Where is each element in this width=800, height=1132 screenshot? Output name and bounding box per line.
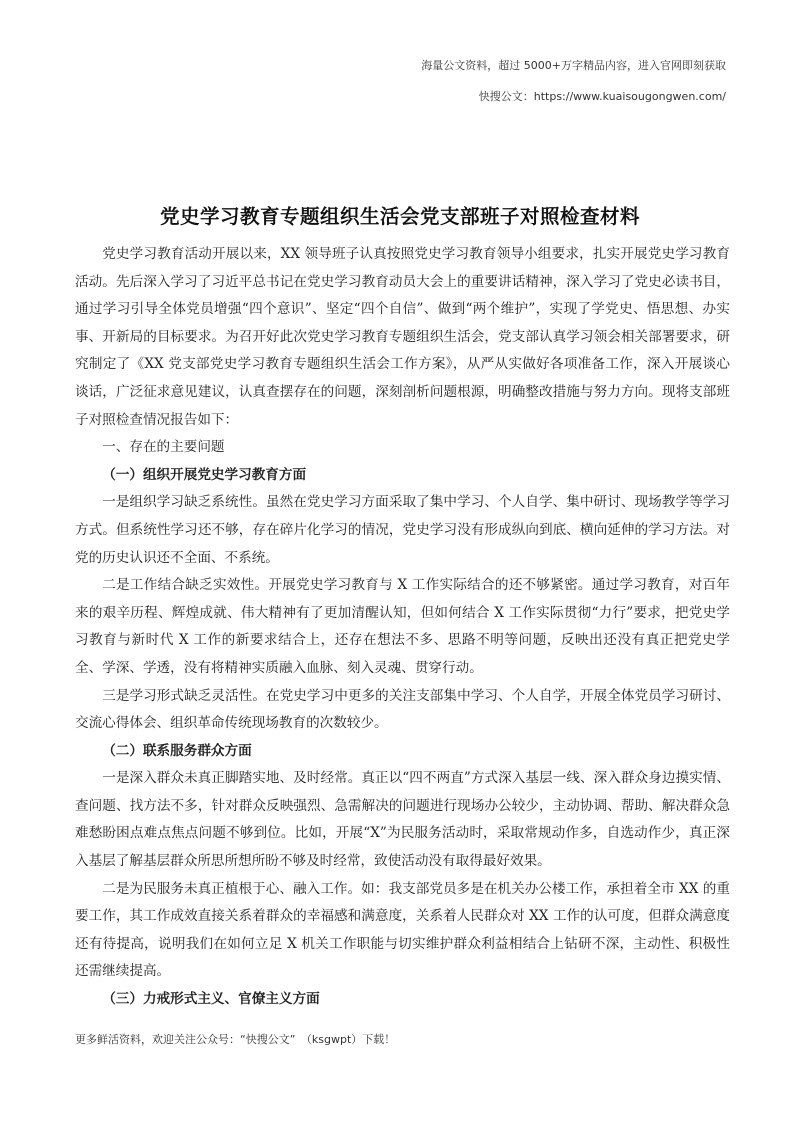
section-heading: 一、存在的主要问题 [102,439,225,456]
body-paragraph: 二是为民服务未真正植根于心、融入工作。如：我支部党员多是在机关办公楼工作，承担着全市 XX 的重要工作，其工作成效直接关系着群众的幸福感和满意度，关系着人民群众对 XX 工作的认可度，但群众满意度还有待提高，说明我们在如何立足 X 机关工作职能与切实维护群众利益相结合上钻研不深，主动性、积极性还需继续提高。 [75,880,730,980]
subsection-heading: （三）力戒形式主义、官僚主义方面 [102,991,320,1008]
body-paragraph: 三是学习形式缺乏灵活性。在党史学习中更多的关注支部集中学习、个人自学，开展全体党员学习研讨、交流心得体会、组织革命传统现场教育的次数较少。 [75,687,730,732]
body-paragraph: 一是组织学习缺乏系统性。虽然在党史学习方面采取了集中学习、个人自学、集中研讨、现场教学等学习方式。但系统性学习还不够，存在碎片化学习的情况，党史学习没有形成纵向到底、横向延伸的学习方法。对党的历史认识还不全面、不系统。 [75,494,730,566]
body-paragraph: 二是工作结合缺乏实效性。开展党史学习教育与 X 工作实际结合的还不够紧密。通过学习教育，对百年来的艰辛历程、辉煌成就、伟大精神有了更加清醒认知，但如何结合 X 工作实际贯彻“力行”要求，把党史学习教育与新时代 X 工作的新要求结合上，还存在想法不多、思路不明等问题，反映出还没有真正把党史学全、学深、学透，没有将精神实质融入血脉、刻入灵魂、贯穿行动。 [75,577,730,676]
subsection-heading: （一）组织开展党史学习教育方面 [102,466,307,483]
header-promo-line: 海量公文资料，超过 5000+万字精品内容，进入官网即刻获取 [421,59,726,72]
body-paragraph: 一是深入群众未真正脚踏实地、及时经常。真正以“四不两直”方式深入基层一线、深入群众身边摸实情、查问题、找方法不多，针对群众反映强烈、急需解决的问题进行现场办公较少，主动协调、帮助、解决群众急难愁盼困点难点焦点问题不够到位。比如，开展“X”为民服务活动时，采取常规动作多，自选动作少，真正深入基层了解基层群众所思所想所盼不够及时经常，致使活动没有取得最好效果。 [75,770,730,870]
header-website-link[interactable]: 快搜公文：https://www.kuaisougongwen.com/ [478,90,726,103]
footer-note: 更多鲜活资料，欢迎关注公众号：“快搜公文” （ksgwpt）下载！ [75,1033,396,1046]
document-title: 党史学习教育专题组织生活会党支部班子对照检查材料 [159,205,640,228]
intro-paragraph: 党史学习教育活动开展以来，XX 领导班子认真按照党史学习教育领导小组要求，扎实开展党史学习教育活动。先后深入学习了习近平总书记在党史学习教育动员大会上的重要讲话精神，深入学习了党史必读书目，通过学习引导全体党员增强“四个意识”、坚定“四个自信”、做到“两个维护”，实现了学党史、悟思想、办实事、开新局的目标要求。为召开好此次党史学习教育专题组织生活会，党支部认真学习领会相关部署要求，研究制定了《XX 党支部党史学习教育专题组织生活会工作方案》，从严从实做好各项准备工作，深入开展谈心谈话，广泛征求意见建议，认真查摆存在的问题，深刻剖析问题根源，明确整改措施与努力方向。现将支部班子对照检查情况报告如下： [75,246,730,428]
document-body [75,241,730,1014]
subsection-heading: （二）联系服务群众方面 [102,742,252,759]
